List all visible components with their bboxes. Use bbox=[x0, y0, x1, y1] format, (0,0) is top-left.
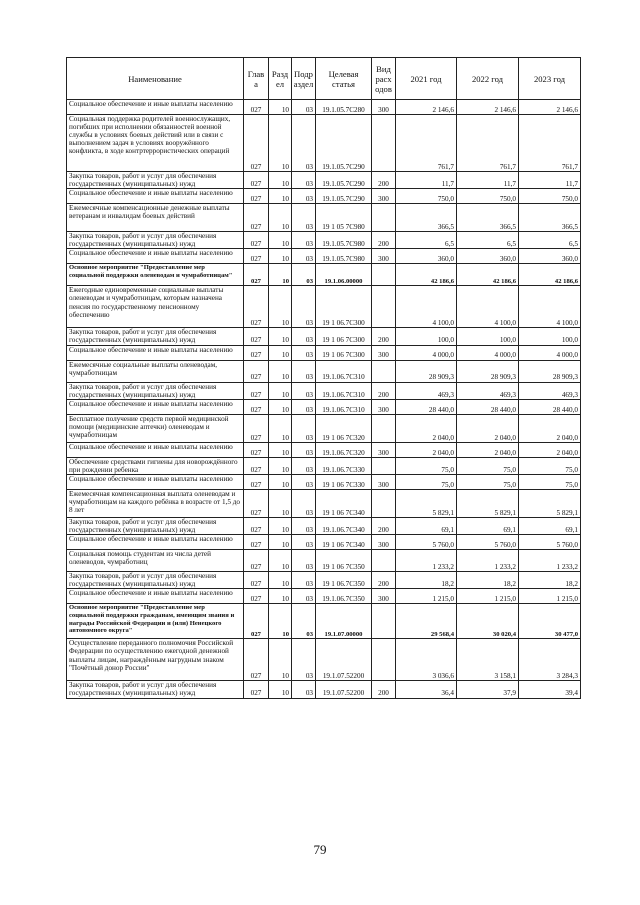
row-section: 10 bbox=[269, 100, 292, 115]
row-expense-type: 200 bbox=[372, 328, 396, 345]
row-subsection: 03 bbox=[292, 457, 316, 474]
row-name: Социальное обеспечение и иные выплаты населению bbox=[67, 249, 244, 264]
row-chapter: 027 bbox=[244, 535, 269, 550]
row-expense-type: 200 bbox=[372, 232, 396, 249]
row-subsection: 03 bbox=[292, 115, 316, 172]
row-chapter: 027 bbox=[244, 100, 269, 115]
row-name: Осуществление переданного полномочия Российской Федерации по осуществлению ежегодной денежной выплаты лицам, награждённым нагрудным знаком "Почётный донор России" bbox=[67, 639, 244, 681]
row-year-2023: 4 100,0 bbox=[519, 286, 581, 328]
row-chapter: 027 bbox=[244, 489, 269, 517]
row-year-2021: 29 568,4 bbox=[396, 604, 457, 639]
table-row bbox=[67, 535, 581, 550]
row-year-2023: 28 440,0 bbox=[519, 399, 581, 414]
table-row bbox=[67, 572, 581, 589]
row-section: 10 bbox=[269, 589, 292, 604]
table-row bbox=[67, 328, 581, 345]
row-chapter: 027 bbox=[244, 474, 269, 489]
row-subsection: 03 bbox=[292, 517, 316, 534]
row-chapter: 027 bbox=[244, 204, 269, 232]
row-year-2022: 28 440,0 bbox=[457, 399, 519, 414]
row-chapter: 027 bbox=[244, 589, 269, 604]
row-year-2021: 69,1 bbox=[396, 517, 457, 534]
row-name: Ежемесячные социальные выплаты оленеводам, чумработницам bbox=[67, 360, 244, 382]
row-subsection: 03 bbox=[292, 204, 316, 232]
header-year-2023: 2023 год bbox=[519, 58, 581, 100]
row-year-2022: 3 158,1 bbox=[457, 639, 519, 681]
row-chapter: 027 bbox=[244, 189, 269, 204]
table-row bbox=[67, 382, 581, 399]
row-year-2022: 5 829,1 bbox=[457, 489, 519, 517]
row-name: Ежегодные единовременные социальные выплаты оленеводам и чумработницам, которым назначена пенсия по государственному пенсионному обеспечению bbox=[67, 286, 244, 328]
row-expense-type bbox=[372, 639, 396, 681]
row-chapter: 027 bbox=[244, 360, 269, 382]
row-name: Социальное обеспечение и иные выплаты населению bbox=[67, 100, 244, 115]
row-expense-type bbox=[372, 360, 396, 382]
budget-table bbox=[66, 57, 581, 699]
row-subsection: 03 bbox=[292, 550, 316, 572]
row-section: 10 bbox=[269, 286, 292, 328]
row-section: 10 bbox=[269, 535, 292, 550]
row-target-article: 19.1.05.7С280 bbox=[316, 100, 372, 115]
row-year-2022: 366,5 bbox=[457, 204, 519, 232]
budget-table-container bbox=[66, 57, 580, 699]
row-section: 10 bbox=[269, 204, 292, 232]
row-expense-type: 300 bbox=[372, 399, 396, 414]
row-year-2021: 2 040,0 bbox=[396, 414, 457, 442]
row-name: Социальное обеспечение и иные выплаты населению bbox=[67, 189, 244, 204]
row-name: Закупка товаров, работ и услуг для обеспечения государственных (муниципальных) нужд bbox=[67, 517, 244, 534]
row-year-2021: 18,2 bbox=[396, 572, 457, 589]
page-number: 79 bbox=[313, 842, 327, 857]
row-chapter: 027 bbox=[244, 442, 269, 457]
row-section: 10 bbox=[269, 550, 292, 572]
row-name: Социальное обеспечение и иные выплаты населению bbox=[67, 399, 244, 414]
row-year-2022: 2 040,0 bbox=[457, 414, 519, 442]
row-target-article: 19.1.07.52200 bbox=[316, 639, 372, 681]
row-target-article: 19 1 06 7С340 bbox=[316, 535, 372, 550]
row-year-2023: 2 040,0 bbox=[519, 442, 581, 457]
table-row bbox=[67, 204, 581, 232]
row-name: Социальное обеспечение и иные выплаты населению bbox=[67, 474, 244, 489]
row-expense-type: 300 bbox=[372, 249, 396, 264]
row-section: 10 bbox=[269, 442, 292, 457]
row-section: 10 bbox=[269, 489, 292, 517]
row-expense-type: 300 bbox=[372, 100, 396, 115]
row-year-2021: 750,0 bbox=[396, 189, 457, 204]
table-row bbox=[67, 399, 581, 414]
row-year-2023: 1 215,0 bbox=[519, 589, 581, 604]
row-expense-type: 300 bbox=[372, 589, 396, 604]
row-section: 10 bbox=[269, 681, 292, 698]
row-name: Закупка товаров, работ и услуг для обеспечения государственных (муниципальных) нужд bbox=[67, 382, 244, 399]
row-chapter: 027 bbox=[244, 286, 269, 328]
row-chapter: 027 bbox=[244, 249, 269, 264]
row-year-2023: 3 284,3 bbox=[519, 639, 581, 681]
table-row bbox=[67, 345, 581, 360]
row-target-article: 19.1.05.7С980 bbox=[316, 232, 372, 249]
row-year-2023: 18,2 bbox=[519, 572, 581, 589]
row-target-article: 19.1.05.7С290 bbox=[316, 189, 372, 204]
table-row bbox=[67, 681, 581, 698]
row-subsection: 03 bbox=[292, 249, 316, 264]
row-target-article: 19.1.06.7С310 bbox=[316, 399, 372, 414]
row-year-2023: 1 233,2 bbox=[519, 550, 581, 572]
row-chapter: 027 bbox=[244, 681, 269, 698]
row-year-2023: 761,7 bbox=[519, 115, 581, 172]
row-year-2021: 2 146,6 bbox=[396, 100, 457, 115]
row-chapter: 027 bbox=[244, 550, 269, 572]
table-row bbox=[67, 604, 581, 639]
row-chapter: 027 bbox=[244, 172, 269, 189]
row-section: 10 bbox=[269, 604, 292, 639]
row-name: Социальное обеспечение и иные выплаты населению bbox=[67, 442, 244, 457]
row-target-article: 19.1.06.7С320 bbox=[316, 442, 372, 457]
row-year-2023: 6,5 bbox=[519, 232, 581, 249]
row-year-2023: 30 477,0 bbox=[519, 604, 581, 639]
row-chapter: 027 bbox=[244, 345, 269, 360]
row-year-2022: 1 215,0 bbox=[457, 589, 519, 604]
row-expense-type bbox=[372, 414, 396, 442]
row-subsection: 03 bbox=[292, 360, 316, 382]
table-header-row bbox=[67, 58, 581, 100]
row-year-2022: 4 000,0 bbox=[457, 345, 519, 360]
row-name: Социальное обеспечение и иные выплаты населению bbox=[67, 345, 244, 360]
table-row bbox=[67, 489, 581, 517]
row-chapter: 027 bbox=[244, 328, 269, 345]
row-year-2022: 4 100,0 bbox=[457, 286, 519, 328]
row-target-article: 19 1 06 7С340 bbox=[316, 489, 372, 517]
row-expense-type: 300 bbox=[372, 442, 396, 457]
row-expense-type: 300 bbox=[372, 345, 396, 360]
row-target-article: 19 1 06 7С300 bbox=[316, 345, 372, 360]
row-year-2021: 2 040,0 bbox=[396, 442, 457, 457]
row-year-2023: 4 000,0 bbox=[519, 345, 581, 360]
table-row bbox=[67, 550, 581, 572]
row-year-2022: 28 909,3 bbox=[457, 360, 519, 382]
row-section: 10 bbox=[269, 399, 292, 414]
row-year-2023: 750,0 bbox=[519, 189, 581, 204]
row-target-article: 19 1 06 7С330 bbox=[316, 474, 372, 489]
row-chapter: 027 bbox=[244, 382, 269, 399]
row-target-article: 19.1.07.00000 bbox=[316, 604, 372, 639]
row-section: 10 bbox=[269, 360, 292, 382]
row-year-2021: 360,0 bbox=[396, 249, 457, 264]
row-subsection: 03 bbox=[292, 399, 316, 414]
row-target-article: 19.1.06.7С310 bbox=[316, 382, 372, 399]
row-target-article: 19.1.06.7С310 bbox=[316, 360, 372, 382]
row-year-2021: 28 909,3 bbox=[396, 360, 457, 382]
row-year-2022: 37,9 bbox=[457, 681, 519, 698]
row-year-2021: 100,0 bbox=[396, 328, 457, 345]
row-subsection: 03 bbox=[292, 681, 316, 698]
row-section: 10 bbox=[269, 457, 292, 474]
row-name: Социальное обеспечение и иные выплаты населению bbox=[67, 535, 244, 550]
header-section: Разд ел bbox=[269, 58, 292, 100]
row-expense-type: 300 bbox=[372, 474, 396, 489]
row-year-2021: 28 440,0 bbox=[396, 399, 457, 414]
row-year-2022: 75,0 bbox=[457, 474, 519, 489]
row-year-2023: 2 146,6 bbox=[519, 100, 581, 115]
row-name: Социальная поддержка родителей военнослужащих, погибших при исполнении обязанностей военной службы в условиях боевых действий или в связи с выполнением задач в условиях вооружённого конфликта, в ходе контртеррористических операций bbox=[67, 115, 244, 172]
row-expense-type: 200 bbox=[372, 172, 396, 189]
row-year-2023: 366,5 bbox=[519, 204, 581, 232]
row-subsection: 03 bbox=[292, 382, 316, 399]
row-year-2023: 469,3 bbox=[519, 382, 581, 399]
row-subsection: 03 bbox=[292, 286, 316, 328]
row-name: Закупка товаров, работ и услуг для обеспечения государственных (муниципальных) нужд bbox=[67, 172, 244, 189]
table-row bbox=[67, 286, 581, 328]
row-expense-type: 200 bbox=[372, 517, 396, 534]
table-row bbox=[67, 457, 581, 474]
row-year-2021: 4 100,0 bbox=[396, 286, 457, 328]
row-section: 10 bbox=[269, 517, 292, 534]
row-target-article: 19.1.06.7С330 bbox=[316, 457, 372, 474]
row-year-2022: 100,0 bbox=[457, 328, 519, 345]
row-target-article: 19 1 06 7С350 bbox=[316, 550, 372, 572]
row-year-2023: 5 760,0 bbox=[519, 535, 581, 550]
row-target-article: 19 1 06.7С350 bbox=[316, 572, 372, 589]
table-row bbox=[67, 172, 581, 189]
row-chapter: 027 bbox=[244, 232, 269, 249]
row-section: 10 bbox=[269, 345, 292, 360]
row-chapter: 027 bbox=[244, 517, 269, 534]
row-expense-type bbox=[372, 264, 396, 286]
row-year-2021: 11,7 bbox=[396, 172, 457, 189]
row-chapter: 027 bbox=[244, 457, 269, 474]
row-year-2021: 6,5 bbox=[396, 232, 457, 249]
row-expense-type bbox=[372, 286, 396, 328]
row-target-article: 19 1 06 7С320 bbox=[316, 414, 372, 442]
header-target-article: Целевая статья bbox=[316, 58, 372, 100]
table-row bbox=[67, 589, 581, 604]
row-section: 10 bbox=[269, 474, 292, 489]
row-subsection: 03 bbox=[292, 172, 316, 189]
header-expense-type: Вид расх одов bbox=[372, 58, 396, 100]
table-row bbox=[67, 189, 581, 204]
row-target-article: 19.1.05.7С290 bbox=[316, 115, 372, 172]
row-target-article: 19.1.06.7С340 bbox=[316, 517, 372, 534]
row-subsection: 03 bbox=[292, 100, 316, 115]
row-year-2023: 39,4 bbox=[519, 681, 581, 698]
table-row bbox=[67, 517, 581, 534]
row-section: 10 bbox=[269, 172, 292, 189]
row-section: 10 bbox=[269, 572, 292, 589]
table-row bbox=[67, 249, 581, 264]
row-target-article: 19.1.05.7С980 bbox=[316, 249, 372, 264]
row-target-article: 19.1.05.7С290 bbox=[316, 172, 372, 189]
row-expense-type bbox=[372, 115, 396, 172]
row-chapter: 027 bbox=[244, 639, 269, 681]
table-row bbox=[67, 474, 581, 489]
row-expense-type: 300 bbox=[372, 189, 396, 204]
table-row bbox=[67, 100, 581, 115]
row-year-2022: 2 146,6 bbox=[457, 100, 519, 115]
row-chapter: 027 bbox=[244, 414, 269, 442]
row-expense-type bbox=[372, 604, 396, 639]
header-name: Наименование bbox=[67, 58, 244, 100]
row-name: Ежемесячная компенсационная выплата оленеводам и чумработницам на каждого ребёнка в возрасте от 1,5 до 8 лет bbox=[67, 489, 244, 517]
row-subsection: 03 bbox=[292, 189, 316, 204]
row-subsection: 03 bbox=[292, 442, 316, 457]
row-year-2022: 2 040,0 bbox=[457, 442, 519, 457]
row-year-2021: 75,0 bbox=[396, 457, 457, 474]
row-section: 10 bbox=[269, 189, 292, 204]
row-section: 10 bbox=[269, 414, 292, 442]
row-target-article: 19 1 06 7С300 bbox=[316, 328, 372, 345]
row-subsection: 03 bbox=[292, 474, 316, 489]
table-row bbox=[67, 360, 581, 382]
row-year-2022: 6,5 bbox=[457, 232, 519, 249]
row-year-2023: 28 909,3 bbox=[519, 360, 581, 382]
row-subsection: 03 bbox=[292, 345, 316, 360]
row-name: Основное мероприятие "Предоставление мер социальной поддержки гражданам, имеющим звания и награды Российской Федерации и (или) Ненецкого автономного округа" bbox=[67, 604, 244, 639]
row-name: Обеспечение средствами гигиены для новорождённого при рождении ребенка bbox=[67, 457, 244, 474]
row-year-2021: 42 186,6 bbox=[396, 264, 457, 286]
row-year-2021: 36,4 bbox=[396, 681, 457, 698]
table-body bbox=[67, 100, 581, 699]
row-expense-type bbox=[372, 489, 396, 517]
header-chapter: Глав а bbox=[244, 58, 269, 100]
row-section: 10 bbox=[269, 328, 292, 345]
row-name: Закупка товаров, работ и услуг для обеспечения государственных (муниципальных) нужд bbox=[67, 232, 244, 249]
row-subsection: 03 bbox=[292, 489, 316, 517]
table-row bbox=[67, 414, 581, 442]
row-name: Бесплатное получение средств первой медицинской помощи (медицинские аптечки) оленеводам и чумработницам bbox=[67, 414, 244, 442]
row-year-2022: 750,0 bbox=[457, 189, 519, 204]
row-name: Социальная помощь студентам из числа детей оленеводов, чумработниц bbox=[67, 550, 244, 572]
row-target-article: 19 1 06.7С300 bbox=[316, 286, 372, 328]
row-section: 10 bbox=[269, 382, 292, 399]
row-name: Закупка товаров, работ и услуг для обеспечения государственных (муниципальных) нужд bbox=[67, 572, 244, 589]
row-year-2021: 3 036,6 bbox=[396, 639, 457, 681]
row-expense-type bbox=[372, 550, 396, 572]
row-year-2021: 5 829,1 bbox=[396, 489, 457, 517]
header-year-2022: 2022 год bbox=[457, 58, 519, 100]
row-year-2022: 69,1 bbox=[457, 517, 519, 534]
row-year-2023: 360,0 bbox=[519, 249, 581, 264]
row-year-2023: 42 186,6 bbox=[519, 264, 581, 286]
row-year-2021: 469,3 bbox=[396, 382, 457, 399]
row-section: 10 bbox=[269, 232, 292, 249]
row-subsection: 03 bbox=[292, 414, 316, 442]
row-year-2021: 75,0 bbox=[396, 474, 457, 489]
row-chapter: 027 bbox=[244, 604, 269, 639]
row-expense-type bbox=[372, 457, 396, 474]
row-year-2022: 1 233,2 bbox=[457, 550, 519, 572]
row-year-2022: 5 760,0 bbox=[457, 535, 519, 550]
row-name: Ежемесячные компенсационные денежные выплаты ветеранам и инвалидам боевых действий bbox=[67, 204, 244, 232]
row-chapter: 027 bbox=[244, 572, 269, 589]
row-expense-type: 200 bbox=[372, 572, 396, 589]
row-section: 10 bbox=[269, 115, 292, 172]
row-subsection: 03 bbox=[292, 572, 316, 589]
row-year-2022: 761,7 bbox=[457, 115, 519, 172]
row-expense-type: 300 bbox=[372, 535, 396, 550]
row-target-article: 19 1 05 7С980 bbox=[316, 204, 372, 232]
row-section: 10 bbox=[269, 639, 292, 681]
row-year-2022: 11,7 bbox=[457, 172, 519, 189]
table-row bbox=[67, 115, 581, 172]
row-expense-type bbox=[372, 204, 396, 232]
row-year-2023: 5 829,1 bbox=[519, 489, 581, 517]
row-expense-type: 200 bbox=[372, 681, 396, 698]
row-year-2021: 366,5 bbox=[396, 204, 457, 232]
row-year-2021: 761,7 bbox=[396, 115, 457, 172]
row-year-2021: 1 215,0 bbox=[396, 589, 457, 604]
row-section: 10 bbox=[269, 264, 292, 286]
row-year-2022: 469,3 bbox=[457, 382, 519, 399]
row-subsection: 03 bbox=[292, 589, 316, 604]
header-subsection: Подр аздел bbox=[292, 58, 316, 100]
row-chapter: 027 bbox=[244, 115, 269, 172]
row-target-article: 19.1.06.7С350 bbox=[316, 589, 372, 604]
row-subsection: 03 bbox=[292, 328, 316, 345]
row-year-2023: 75,0 bbox=[519, 457, 581, 474]
header-year-2021: 2021 год bbox=[396, 58, 457, 100]
row-name: Основное мероприятие "Предоставление мер социальной поддержки оленеводам и чумработницам" bbox=[67, 264, 244, 286]
row-subsection: 03 bbox=[292, 264, 316, 286]
row-year-2021: 4 000,0 bbox=[396, 345, 457, 360]
row-year-2022: 30 020,4 bbox=[457, 604, 519, 639]
row-name: Закупка товаров, работ и услуг для обеспечения государственных (муниципальных) нужд bbox=[67, 328, 244, 345]
row-year-2021: 1 233,2 bbox=[396, 550, 457, 572]
row-subsection: 03 bbox=[292, 232, 316, 249]
row-year-2023: 69,1 bbox=[519, 517, 581, 534]
table-row bbox=[67, 264, 581, 286]
row-year-2021: 5 760,0 bbox=[396, 535, 457, 550]
row-year-2023: 2 040,0 bbox=[519, 414, 581, 442]
row-target-article: 19.1.07.52200 bbox=[316, 681, 372, 698]
row-year-2022: 42 186,6 bbox=[457, 264, 519, 286]
row-section: 10 bbox=[269, 249, 292, 264]
row-year-2022: 75,0 bbox=[457, 457, 519, 474]
row-expense-type: 200 bbox=[372, 382, 396, 399]
row-year-2023: 100,0 bbox=[519, 328, 581, 345]
row-year-2023: 75,0 bbox=[519, 474, 581, 489]
row-name: Закупка товаров, работ и услуг для обеспечения государственных (муниципальных) нужд bbox=[67, 681, 244, 698]
row-chapter: 027 bbox=[244, 264, 269, 286]
row-name: Социальное обеспечение и иные выплаты населению bbox=[67, 589, 244, 604]
row-chapter: 027 bbox=[244, 399, 269, 414]
row-year-2022: 18,2 bbox=[457, 572, 519, 589]
table-row bbox=[67, 442, 581, 457]
row-subsection: 03 bbox=[292, 535, 316, 550]
table-row bbox=[67, 232, 581, 249]
row-subsection: 03 bbox=[292, 639, 316, 681]
row-subsection: 03 bbox=[292, 604, 316, 639]
table-row bbox=[67, 639, 581, 681]
row-target-article: 19.1.06.00000 bbox=[316, 264, 372, 286]
row-year-2023: 11,7 bbox=[519, 172, 581, 189]
row-year-2022: 360,0 bbox=[457, 249, 519, 264]
